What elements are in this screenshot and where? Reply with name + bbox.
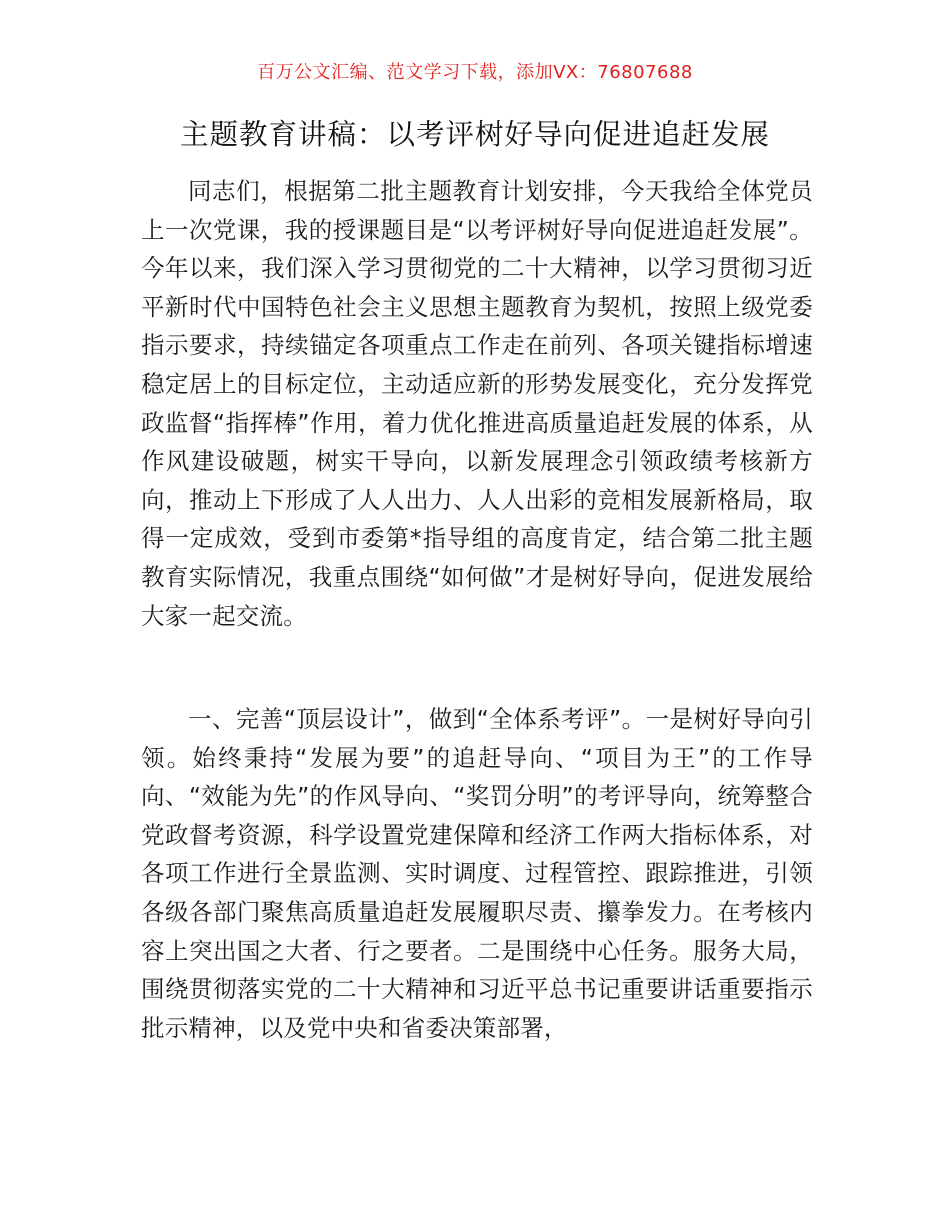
watermark-header: 百万公文汇编、范文学习下载，添加VX：76807688 xyxy=(257,62,693,83)
body-paragraph-intro: 同志们，根据第二批主题教育计划安排，今天我给全体党员上一次党课，我的授课题目是“以考评树好导向促进追赶发展”。今年以来，我们深入学习贯彻党的二十大精神，以学习贯彻习近平新时代中国特色社会主义思想主题教育为契机，按照上级党委指示要求，持续锚定各项重点工作走在前列、各项关键指标增速稳定居上的目标定位，主动适应新的形势发展变化，充分发挥党政监督“指挥棒”作用，着力优化推进高质量追赶发展的体系，从作风建设破题，树实干导向，以新发展理念引领政绩考核新方向，推动上下形成了人人出力、人人出彩的竞相发展新格局，取得一定成效，受到市委第*指导组的高度肯定，结合第二批主题教育实际情况，我重点围绕“如何做”才是树好导向，促进发展给大家一起交流。 xyxy=(141,177,813,630)
document-title: 主题教育讲稿：以考评树好导向促进追赶发展 xyxy=(179,118,770,151)
body-paragraph-section-1: 一、完善“顶层设计”，做到“全体系考评”。一是树好导向引领。始终秉持“发展为要”的追赶导向、“项目为王”的工作导向、“效能为先”的作风导向、“奖罚分明”的考评导向，统筹整合党政督考资源，科学设置党建保障和经济工作两大指标体系，对各项工作进行全景监测、实时调度、过程管控、跟踪推进，引领各级各部门聚焦高质量追赶发展履职尽责、攥拳发力。在考核内容上突出国之大者、行之要者。二是围绕中心任务。服务大局，围绕贯彻落实党的二十大精神和习近平总书记重要讲话重要指示批示精神，以及党中央和省委决策部署， xyxy=(141,705,813,1042)
